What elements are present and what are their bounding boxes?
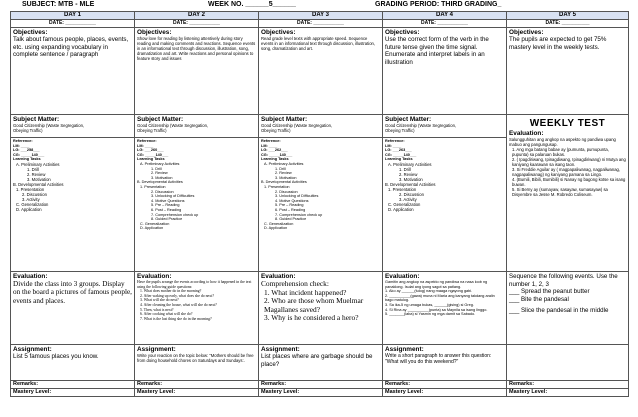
task-item: 1. Drill [151, 166, 162, 171]
sequence-item: ___ Slice the pandesal in the middle [509, 307, 609, 315]
evaluation-item: 2. __________(gawa) muna ni Maria ang kanyang takdang aralin bago matulog. [385, 293, 495, 303]
learning-tasks-label: Learning Tasks [261, 157, 289, 162]
day-4-header: DAY 4 [383, 12, 507, 20]
objective-text: Use the correct form of the verb in the future tense given the time signal. Enumerate and interpret labels in an illustration [385, 36, 489, 66]
task-item: 2. Discussion [22, 191, 47, 197]
sequence-cell [507, 272, 629, 345]
assignment-text: Write a short paragraph to answer this question: "What will you do this weekend?" [385, 353, 492, 365]
task-item: C. Generalization [388, 201, 421, 207]
assignment-text: List 5 famous places you know. [13, 353, 99, 360]
task-item: B. Developmental Activities [137, 180, 183, 185]
task-item: 1. Drill [275, 166, 286, 171]
task-item: D. Application [140, 226, 164, 231]
reference-label: Reference: [137, 139, 157, 143]
tasks-cell-2 [135, 138, 259, 272]
reference-label: Reference: [385, 139, 405, 143]
evaluation-item: 7. What is the last thing she do in the morning? [140, 316, 212, 321]
task-item: 7. Comprehension check up [275, 212, 323, 217]
day-2-header: DAY 2 [135, 12, 259, 20]
tasks-cell-1 [11, 138, 135, 272]
task-item: 3. Motivation [151, 175, 173, 180]
task-item: 3. Activity [22, 196, 40, 202]
assignment-label: Assignment: [385, 346, 424, 353]
assignment-label: Assignment: [137, 346, 176, 353]
evaluation-title: Comprehension check: [261, 279, 329, 288]
assignment-label: Assignment: [13, 346, 52, 353]
task-item: 6. Post – Reading [151, 207, 182, 212]
evaluation-cell-2 [135, 272, 259, 345]
week-label: WEEK NO. ______5______ [208, 1, 296, 8]
subject-matter-label: Subject Matter: [137, 116, 184, 123]
task-item: 2. Discussion [399, 191, 424, 197]
eval-item: 2. ( Ipagdiriwang, Ipinagdiwang, Ipinagdiriwang) ni Mutya ang kaniyang kaarawan sa isang taon. [512, 157, 626, 167]
evaluation-item: 4. Si Rina ay __________(punta) sa Maynila sa isang linggo. [385, 307, 488, 312]
mastery-cell: Mastery Level: [135, 389, 259, 397]
objectives-cell-1 [11, 28, 135, 115]
subject-matter-cell-1 [11, 115, 135, 138]
task-item: A. Preliminary Activities [388, 161, 432, 167]
date-4: DATE: ___________ [383, 20, 507, 28]
objective-text: The pupils are expected to get 75% mastery level in the weekly tests. [509, 36, 607, 51]
lg-line: LG: ___263___ [385, 148, 412, 153]
task-item: B. Developmental Activities [13, 181, 64, 187]
mastery-cell: Mastery Level: [259, 389, 383, 397]
task-item: 2. Review [27, 171, 46, 177]
task-item: 2. Discussion [151, 189, 174, 194]
task-item: 1. Presentation [264, 184, 290, 189]
task-item: 5. Pre – Reading [151, 203, 180, 208]
weekly-test-cell [507, 115, 629, 272]
subject-matter-row [11, 115, 629, 138]
learning-tasks-label: Learning Tasks [137, 157, 165, 162]
sequence-item: ___ Spread the peanut butter [509, 288, 590, 296]
evaluation-intro: Have the pupils arrange the events according to how it happened in the text using the following guide questions: [137, 280, 252, 289]
task-item: 1. Presentation [388, 186, 417, 192]
evaluation-item: 3. Why is he considered a hero? [264, 313, 359, 323]
evaluation-label: Evaluation: [261, 273, 296, 280]
weekly-test-title: WEEKLY TEST [529, 118, 606, 129]
task-item: D. Application [388, 206, 414, 212]
cg-line: CG: _____140___ [385, 152, 417, 157]
task-item: 6. Post – Reading [275, 207, 306, 212]
task-item: 8. Guided Practice [275, 217, 307, 222]
lg-line: LG: ___260___ [137, 148, 164, 153]
tasks-cell-3 [259, 138, 383, 272]
subject-matter-cell-2 [135, 115, 259, 138]
remarks-cell: Remarks: [11, 381, 135, 389]
task-item: 3. Unlocking of Difficulties [151, 194, 195, 199]
task-item: 2. Review [151, 171, 168, 176]
lm-line: LM: ____ [385, 143, 402, 148]
task-item: 3. Motivation [27, 176, 51, 182]
task-item: C. Generalization [140, 221, 170, 226]
task-item: C. Generalization [264, 221, 294, 226]
topic-line: Obeying Traffic) [137, 128, 167, 133]
task-item: B. Developmental Activities [261, 180, 307, 185]
task-item: A. Preliminary Activities [264, 161, 304, 166]
assignment-cell-3 [259, 345, 383, 381]
evaluation-intro: Gamitin ang angkop na aspekto ng pandiwa na nasa loob ng panaklong. Isulat ang iyong sagot sa patlang. [385, 280, 488, 289]
grading-label: GRADING PERIOD: THIRD GRADING_ [375, 1, 502, 8]
lg-line: LG: ___258___ [13, 148, 40, 153]
task-item: 3. Unlocking of Difficulties [275, 194, 319, 199]
lm-line: LM: ____ [13, 143, 30, 148]
evaluation-item: 3. Sa ika-5 ng umaga bukas, ______(gising) si Greg. [385, 302, 474, 307]
subject-label: SUBJECT: MTB - MLE [22, 1, 95, 8]
eval-intro: Salungguhitan ang angkop na aspekto ng pandiwa upang mabuo ang pangungusap. [509, 137, 616, 147]
subject-matter-cell-4 [383, 115, 507, 138]
task-item: A. Preliminary Activities [140, 161, 180, 166]
evaluation-label: Evaluation: [385, 273, 420, 280]
day-3-header: DAY 3 [259, 12, 383, 20]
day-5-header: DAY 5 [507, 12, 629, 20]
assignment-text: Write your reaction on the topic below: "Mothers should be free from doing household chores on Saturdays and Sundays:. [137, 353, 254, 363]
evaluation-item: 4. After cleaning the house, what will she do next? [140, 302, 217, 307]
subject-matter-label: Subject Matter: [261, 116, 308, 123]
cg-line: CG: _____140___ [13, 152, 45, 157]
learning-tasks-label: Learning Tasks [13, 157, 41, 162]
subject-matter-cell-3 [259, 115, 383, 138]
date-2: DATE: ___________ [135, 20, 259, 28]
evaluation-item: 3. What will she do next? [140, 298, 179, 303]
objectives-cell-2 [135, 28, 259, 115]
assignment-text: List places where are garbage should be place? [261, 353, 373, 368]
objectives-label: Objectives: [137, 29, 172, 36]
mastery-row [11, 389, 629, 397]
evaluation-item: 2. After waking up early, what does she do next? [140, 293, 214, 298]
evaluation-label: Evaluation: [137, 273, 172, 280]
evaluation-item: 6. After cooking what will she do? [140, 312, 193, 317]
topic-line: Obeying Traffic) [385, 128, 415, 133]
task-item: 3. Motivation [275, 175, 297, 180]
objectives-label: Objectives: [13, 29, 48, 36]
evaluation-item: 2. Who are those whom Muelmar Magallanes saved? [264, 296, 364, 314]
task-item: 3. Activity [399, 196, 417, 202]
reference-label: Reference: [261, 139, 281, 143]
task-item: 3. Motivation [399, 176, 423, 182]
reference-label: Reference: [13, 139, 33, 143]
sequence-intro: Sequence the following events. Use the number 1, 2, 3 [509, 273, 618, 288]
topic-line: Obeying Traffic) [13, 128, 43, 133]
task-item: B. Developmental Activities [385, 181, 436, 187]
objectives-cell-3 [259, 28, 383, 115]
task-item: 1. Drill [399, 166, 411, 172]
subject-matter-label: Subject Matter: [13, 116, 60, 123]
learning-tasks-label: Learning Tasks [385, 157, 413, 162]
task-item: 1. Presentation [16, 186, 45, 192]
objectives-cell-4 [383, 28, 507, 115]
task-item: 1. Drill [27, 166, 39, 172]
task-item: 7. Comprehension check up [151, 212, 199, 217]
topic-line: Good Citizenship (Waste Segregation, [385, 123, 457, 128]
day-row [11, 12, 629, 20]
task-item: 2. Discussion [275, 189, 298, 194]
eval-item: 5. Si Berny ay (sumayaw, sasayaw, sumasayaw) sa Disyembre sa Jesse M. Robredo Coliseum. [512, 187, 608, 197]
evaluation-item: 1. What incident happened? [264, 287, 347, 297]
remarks-cell: Remarks: [383, 381, 507, 389]
evaluation-cell-1 [11, 272, 135, 345]
evaluation-item: 5. _______(laba) si Yasmin ng mga damit sa Sabado. [385, 312, 476, 317]
mastery-cell: Mastery Level: [507, 389, 629, 397]
task-item: 2. Review [275, 171, 292, 176]
assignment-cell-5 [507, 345, 629, 381]
eval-item: 3. Si Freddie Aguilar ay ( magpapaliwanag, nagpaliwanag, nagpapaliwanag) ng kaniyang pamana sa Lingo. [512, 167, 621, 177]
evaluation-item: 1. Ako ay ______(tulog) nang maaga ngayong gabi. [385, 289, 473, 294]
subject-matter-label: Subject Matter: [385, 116, 432, 123]
date-1: DATE: ___________ [11, 20, 135, 28]
remarks-row [11, 381, 629, 389]
task-item: 8. Guided Practice [151, 217, 183, 222]
task-item: 4. Motive Questions [275, 198, 309, 203]
lm-line: LM: ____ [261, 143, 278, 148]
task-item: C. Generalization [16, 201, 49, 207]
objectives-label: Objectives: [385, 29, 420, 36]
mastery-cell: Mastery Level: [383, 389, 507, 397]
assignment-cell-1 [11, 345, 135, 381]
tasks-cell-4 [383, 138, 507, 272]
mastery-cell: Mastery Level: [11, 389, 135, 397]
assignment-cell-2 [135, 345, 259, 381]
evaluation-item: 1. What does mother do in the morning? [140, 289, 202, 294]
topic-line: Good Citizenship (Waste Segregation, [13, 123, 85, 128]
task-item: 4. Motive Questions [151, 198, 185, 203]
lesson-plan-table [10, 11, 629, 397]
objective-text: Show love for reading by listening attentively during story reading and making comments and reactions. Sequence events in an informational text through discussion, illustration, song, dramatization and art. Write reactions and personal opinions to feature story and issues [137, 36, 256, 61]
day-1-header: DAY 1 [11, 12, 135, 20]
task-item: 2. Review [399, 171, 418, 177]
evaluation-cell-4 [383, 272, 507, 345]
page-header [0, 0, 638, 11]
cg-line: CG: _____140___ [137, 152, 169, 157]
task-item: D. Application [264, 226, 288, 231]
evaluation-row [11, 272, 629, 345]
topic-line: Obeying Traffic) [261, 128, 291, 133]
objective-text: Read grade level texts with appropriate speed. Sequence events in an informational text through discussion, illustration, song, dramatization and art. [261, 36, 376, 51]
objectives-cell-5 [507, 28, 629, 115]
remarks-cell: Remarks: [259, 381, 383, 389]
date-3: DATE: ___________ [259, 20, 383, 28]
objectives-label: Objectives: [509, 29, 544, 36]
eval-item: 1. Ang mga batang babae ay (pumunta, pumupunta, pupunta) sa palaruan bukas. [512, 147, 609, 157]
objectives-row [11, 28, 629, 115]
sequence-item: ___ Bite the pandesal [509, 295, 569, 303]
remarks-cell: Remarks: [135, 381, 259, 389]
evaluation-text: Divide the class into 3 groups. Display on the board a pictures of famous people, events and places. [13, 280, 132, 305]
assignment-row [11, 345, 629, 381]
date-5: DATE: __________ [507, 20, 629, 28]
lm-line: LM: ____ [137, 143, 154, 148]
topic-line: Good Citizenship (Waste Segregation, [261, 123, 333, 128]
remarks-cell: Remarks: [507, 381, 629, 389]
topic-line: Good Citizenship (Waste Segregation, [137, 123, 209, 128]
task-item: D. Application [16, 206, 42, 212]
task-item: A. Preliminary Activities [16, 161, 60, 167]
task-item: 1. Presentation [140, 184, 166, 189]
evaluation-item: 5. Then, what is next? [140, 307, 174, 312]
assignment-label: Assignment: [261, 346, 300, 353]
objectives-label: Objectives: [261, 29, 296, 36]
evaluation-cell-3 [259, 272, 383, 345]
assignment-cell-4 [383, 345, 507, 381]
cg-line: CG: _____140___ [261, 152, 293, 157]
lg-line: LG: ___262___ [261, 148, 288, 153]
objective-text: Talk about famous people, places, events, etc. using expanding vocabulary in complete sentence / paragraph [13, 36, 129, 59]
date-row [11, 20, 629, 28]
eval-item: 4. (Bumili, Bibili, Bumibili) si Nanay ng bagong kotse sa isang buwan. [512, 177, 626, 187]
task-item: 5. Pre – Reading [275, 203, 304, 208]
evaluation-label: Evaluation: [509, 130, 544, 137]
evaluation-label: Evaluation: [13, 273, 48, 280]
